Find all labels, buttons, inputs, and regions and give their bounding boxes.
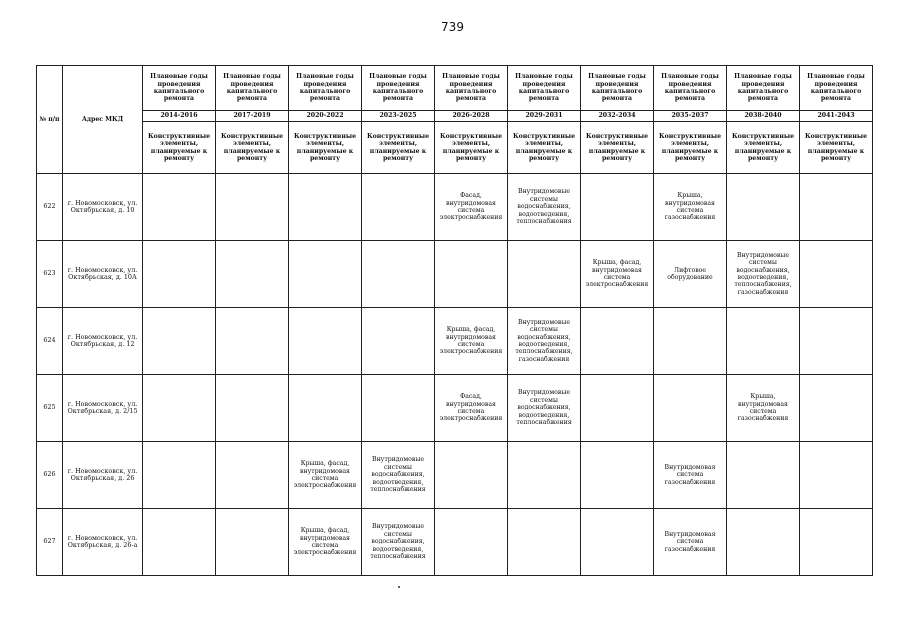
repair-elements-cell	[289, 308, 362, 375]
repair-elements-cell	[727, 442, 800, 509]
repair-elements-cell	[800, 375, 873, 442]
header-period: 2029-2031	[508, 111, 581, 122]
header-element-label: Конструктивные элементы, планируемые к ремонту	[581, 122, 654, 174]
repair-elements-cell: Крыша, фасад, внутридомовая система электроснабжения	[435, 308, 508, 375]
page-number: 739	[441, 20, 464, 34]
header-address: Адрес МКД	[63, 66, 143, 174]
repair-elements-cell	[289, 375, 362, 442]
repair-elements-cell	[654, 308, 727, 375]
repair-elements-cell	[362, 308, 435, 375]
header-plan-label: Плановые годы проведения капитального ремонта	[362, 66, 435, 111]
row-number: 626	[37, 442, 63, 509]
repair-elements-cell: Внутридомовые системы водоснабжения, водоотведения, теплоснабжения, газоснабжения	[727, 241, 800, 308]
row-address: г. Новомосковск, ул. Октябрьская, д. 10А	[63, 241, 143, 308]
table-row	[37, 509, 873, 576]
repair-elements-cell: Крыша, внутридомовая система газоснабжения	[727, 375, 800, 442]
repair-elements-cell	[581, 509, 654, 576]
repair-elements-cell	[216, 509, 289, 576]
repair-elements-cell	[143, 509, 216, 576]
header-plan-label: Плановые годы проведения капитального ремонта	[289, 66, 362, 111]
repair-elements-cell: Крыша, фасад, внутридомовая система электроснабжения	[289, 509, 362, 576]
row-number: 623	[37, 241, 63, 308]
row-address: г. Новомосковск, ул. Октябрьская, д. 2/15	[63, 375, 143, 442]
table-row	[37, 241, 873, 308]
table-row	[37, 375, 873, 442]
repair-elements-cell	[581, 308, 654, 375]
repair-elements-cell: Фасад, внутридомовая система электроснабжения	[435, 174, 508, 241]
header-element-label: Конструктивные элементы, планируемые к ремонту	[289, 122, 362, 174]
repair-elements-cell: Крыша, внутридомовая система газоснабжения	[654, 174, 727, 241]
repair-elements-cell	[143, 241, 216, 308]
header-period: 2038-2040	[727, 111, 800, 122]
repair-elements-cell	[800, 174, 873, 241]
repair-elements-cell: Лифтовое оборудование	[654, 241, 727, 308]
row-number: 622	[37, 174, 63, 241]
table-row	[37, 308, 873, 375]
header-period: 2032-2034	[581, 111, 654, 122]
repair-elements-cell	[581, 174, 654, 241]
header-period: 2035-2037	[654, 111, 727, 122]
repair-elements-cell: Внутридомовые системы водоснабжения, водоотведения, теплоснабжения	[362, 509, 435, 576]
repair-elements-cell: Фасад, внутридомовая система электроснабжения	[435, 375, 508, 442]
header-plan-label: Плановые годы проведения капитального ремонта	[800, 66, 873, 111]
repair-elements-cell	[216, 241, 289, 308]
header-element-label: Конструктивные элементы, планируемые к ремонту	[727, 122, 800, 174]
repair-elements-cell	[143, 174, 216, 241]
table-body	[37, 174, 873, 576]
repair-elements-cell	[289, 174, 362, 241]
repair-elements-cell	[727, 509, 800, 576]
header-plan-label: Плановые годы проведения капитального ремонта	[216, 66, 289, 111]
table-row	[37, 442, 873, 509]
row-number: 627	[37, 509, 63, 576]
repair-elements-cell	[435, 442, 508, 509]
repair-elements-cell	[216, 308, 289, 375]
row-address: г. Новомосковск, ул. Октябрьская, д. 26	[63, 442, 143, 509]
header-period: 2023-2025	[362, 111, 435, 122]
repair-elements-cell	[435, 509, 508, 576]
repair-elements-cell: Внутридомовые системы водоснабжения, водоотведения, теплоснабжения, газоснабжения	[508, 308, 581, 375]
repair-elements-cell	[289, 241, 362, 308]
row-address: г. Новомосковск, ул. Октябрьская, д. 26-а	[63, 509, 143, 576]
row-number: 625	[37, 375, 63, 442]
header-plan-label: Плановые годы проведения капитального ремонта	[654, 66, 727, 111]
repair-elements-cell	[581, 442, 654, 509]
repair-elements-cell: Внутридомовые системы водоснабжения, водоотведения, теплоснабжения	[508, 174, 581, 241]
header-num: № п/п	[37, 66, 63, 174]
header-period: 2026-2028	[435, 111, 508, 122]
header-element-label: Конструктивные элементы, планируемые к ремонту	[362, 122, 435, 174]
row-address: г. Новомосковск, ул. Октябрьская, д. 10	[63, 174, 143, 241]
repair-elements-cell	[143, 442, 216, 509]
repair-elements-cell	[800, 442, 873, 509]
repair-elements-cell: Крыша, фасад, внутридомовая система электроснабжения	[289, 442, 362, 509]
repair-elements-cell: Внутридомовая система газоснабжения	[654, 442, 727, 509]
repair-elements-cell	[362, 375, 435, 442]
repair-elements-cell: Внутридомовые системы водоснабжения, водоотведения, теплоснабжения	[362, 442, 435, 509]
repair-elements-cell	[800, 308, 873, 375]
repair-elements-cell	[362, 241, 435, 308]
scan-dot	[398, 586, 400, 588]
header-element-label: Конструктивные элементы, планируемые к ремонту	[143, 122, 216, 174]
repair-elements-cell	[508, 509, 581, 576]
capital-repair-table	[36, 65, 873, 576]
header-element-label: Конструктивные элементы, планируемые к ремонту	[435, 122, 508, 174]
repair-elements-cell	[654, 375, 727, 442]
header-element-label: Конструктивные элементы, планируемые к ремонту	[800, 122, 873, 174]
header-period: 2014-2016	[143, 111, 216, 122]
header-period: 2041-2043	[800, 111, 873, 122]
header-plan-label: Плановые годы проведения капитального ремонта	[143, 66, 216, 111]
repair-elements-cell	[581, 375, 654, 442]
header-period: 2020-2022	[289, 111, 362, 122]
repair-elements-cell	[508, 442, 581, 509]
header-element-label: Конструктивные элементы, планируемые к ремонту	[654, 122, 727, 174]
repair-elements-cell	[800, 509, 873, 576]
row-address: г. Новомосковск, ул. Октябрьская, д. 12	[63, 308, 143, 375]
repair-elements-cell	[143, 375, 216, 442]
table-row	[37, 174, 873, 241]
repair-elements-cell	[216, 375, 289, 442]
header-plan-label: Плановые годы проведения капитального ремонта	[435, 66, 508, 111]
header-plan-label: Плановые годы проведения капитального ремонта	[508, 66, 581, 111]
repair-elements-cell: Внутридомовая система газоснабжения	[654, 509, 727, 576]
repair-elements-cell	[216, 174, 289, 241]
repair-elements-cell	[727, 174, 800, 241]
repair-elements-cell	[143, 308, 216, 375]
header-period: 2017-2019	[216, 111, 289, 122]
repair-elements-cell	[727, 308, 800, 375]
repair-elements-cell	[435, 241, 508, 308]
repair-elements-cell	[508, 241, 581, 308]
repair-elements-cell: Крыша, фасад, внутридомовая система электроснабжения	[581, 241, 654, 308]
header-element-label: Конструктивные элементы, планируемые к ремонту	[216, 122, 289, 174]
header-plan-label: Плановые годы проведения капитального ремонта	[727, 66, 800, 111]
header-element-label: Конструктивные элементы, планируемые к ремонту	[508, 122, 581, 174]
repair-elements-cell: Внутридомовые системы водоснабжения, водоотведения, теплоснабжения	[508, 375, 581, 442]
repair-elements-cell	[216, 442, 289, 509]
row-number: 624	[37, 308, 63, 375]
repair-elements-cell	[362, 174, 435, 241]
header-plan-label: Плановые годы проведения капитального ремонта	[581, 66, 654, 111]
repair-elements-cell	[800, 241, 873, 308]
